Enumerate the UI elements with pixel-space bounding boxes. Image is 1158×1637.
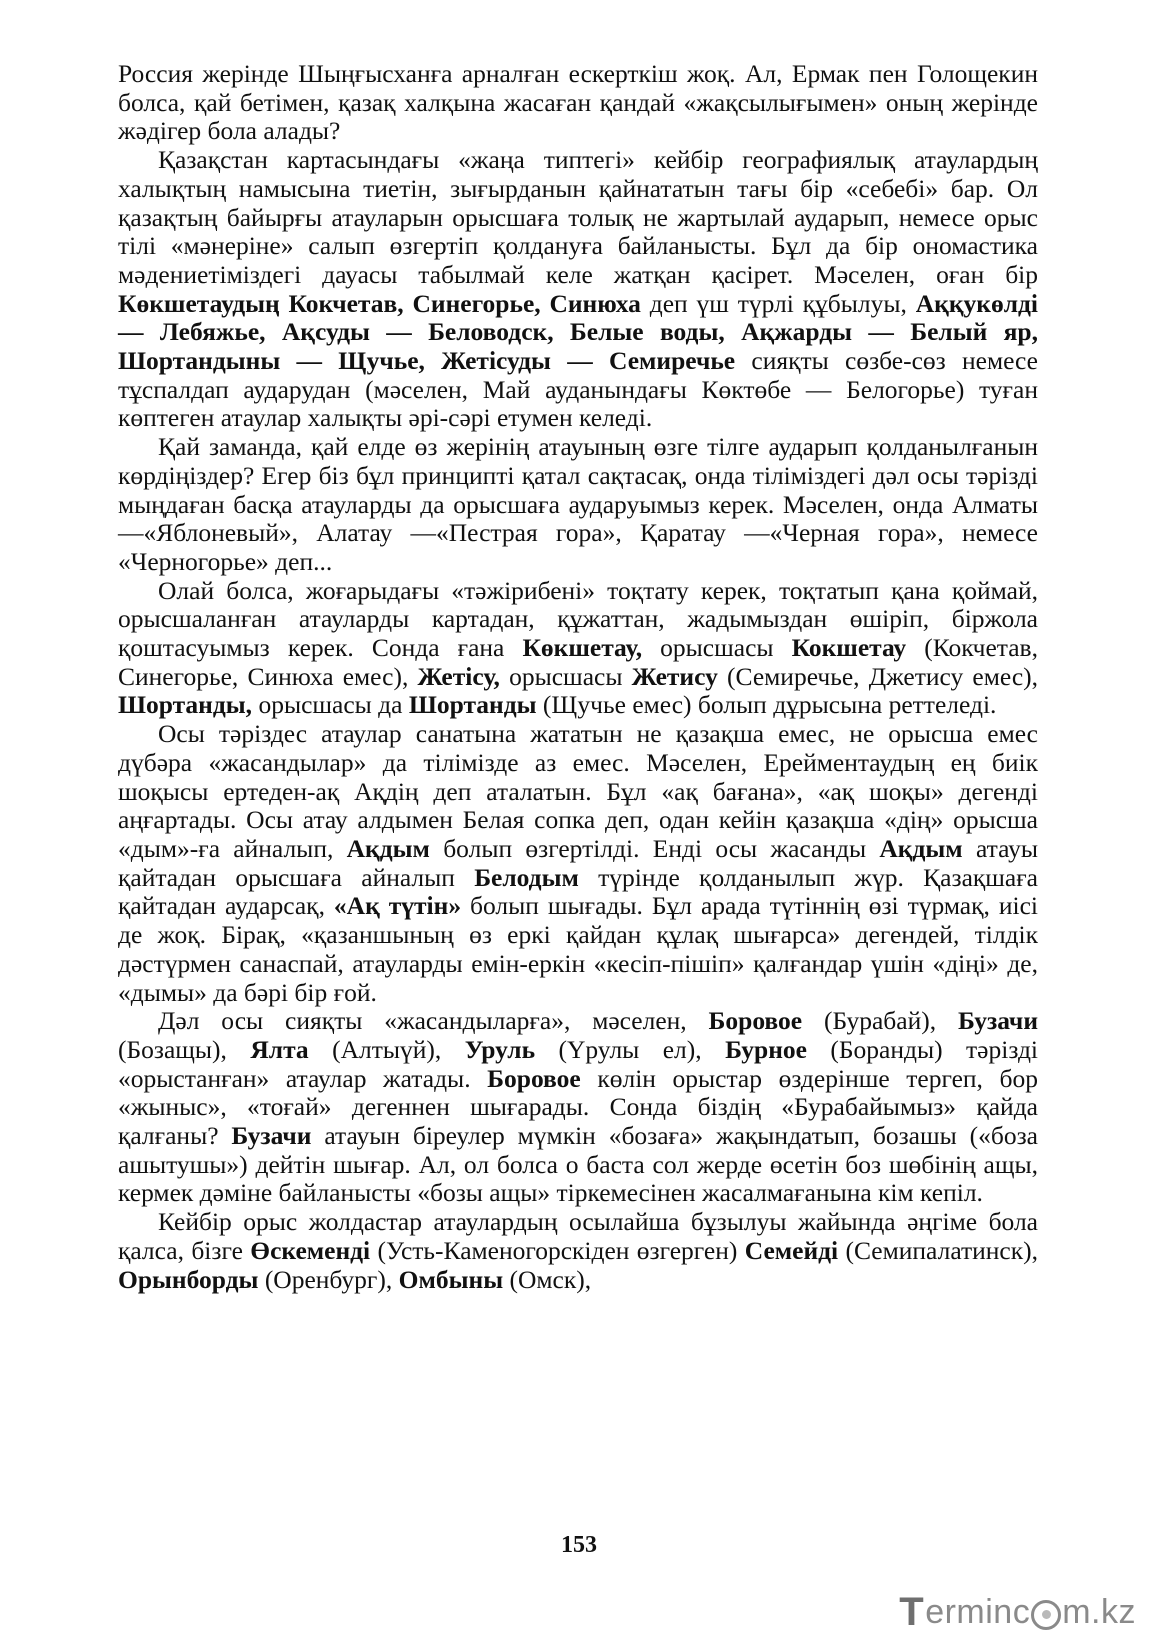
bold-term: Жетису bbox=[631, 661, 718, 691]
bold-term: Уруль bbox=[464, 1034, 536, 1064]
bold-term: Жетісу, bbox=[417, 661, 500, 691]
watermark-letter: T bbox=[899, 1590, 925, 1634]
watermark-o-icon bbox=[1031, 1600, 1061, 1630]
site-watermark-logo bbox=[899, 1590, 1136, 1635]
text-run: болып өзгертілді. Енді осы жасанды bbox=[429, 833, 880, 863]
text-run: сияқты сөзбе-сөз немесе тұспалдап аударудан (мәселен, Май ауданындағы Көктөбе — Белогорье) туған көптеген атаулар халықты әрі-сәрі етумен келеді. bbox=[118, 346, 1038, 433]
bold-term: Белодым bbox=[474, 862, 579, 892]
bold-term: Кокшетау bbox=[791, 633, 907, 663]
watermark-domain: m.kz bbox=[1062, 1593, 1136, 1631]
paragraph bbox=[118, 577, 1038, 721]
bold-term: Көкшетаудың Кокчетав, Синегорье, Синюха bbox=[118, 288, 641, 318]
bold-term: Семейді bbox=[744, 1235, 839, 1265]
text-run: Олай болса, жоғарыдағы «тәжірибені» тоқтату керек, тоқтатып қана қоймай, орысшаланған атауларды картадан, құжаттан, жадымыздан өшіріп, біржола қоштасуымыз керек. Сонда ғана bbox=[118, 575, 1038, 663]
watermark-text: erminc bbox=[925, 1593, 1031, 1631]
text-run: деп үш түрлі құбылуы, bbox=[640, 288, 916, 318]
bold-term: Боровое bbox=[708, 1006, 803, 1036]
text-run: Россия жерінде Шыңғысханға арналған ескерткіш жоқ. Ал, Ермак пен Голощекин болса, қай бетімен, қазақ халқына жасаған қандай «жақсылығымен» оның жерінде жәдігер бола алады? bbox=[118, 59, 1038, 146]
text-run: (Үрулы ел), bbox=[535, 1034, 726, 1064]
bold-term: Ақдым bbox=[346, 833, 430, 863]
bold-term: Омбыны bbox=[398, 1264, 504, 1294]
paragraph bbox=[118, 720, 1038, 1007]
text-run: көлін орыстар өздерінше тергеп, бор «жыныс», «тоғай» дегеннен шығарады. Сонда біздің «Бурабайымыз» қайда қалғаны? bbox=[118, 1063, 1038, 1151]
text-run: (Бурабай), bbox=[802, 1006, 958, 1036]
text-run: (Бозащы), bbox=[118, 1034, 251, 1064]
bold-term: Бурное bbox=[725, 1034, 807, 1064]
bold-term: Орынборды bbox=[118, 1264, 259, 1294]
paragraph bbox=[118, 60, 1038, 146]
bold-term: Ақдым bbox=[879, 833, 963, 863]
bold-term: Бузачи bbox=[231, 1121, 312, 1151]
text-run: (Кокчетав, Синегорье, Синюха емес), bbox=[118, 633, 1038, 691]
text-run: Кейбір орыс жолдастар атаулардың осылайша бұзылуы жайында әңгіме бола қалса, бізге bbox=[118, 1207, 1038, 1265]
paragraph bbox=[118, 1208, 1038, 1294]
text-run: (Боранды) тәрізді «орыстанған» атаулар жатады. bbox=[118, 1034, 1039, 1093]
bold-term: Бузачи bbox=[957, 1006, 1039, 1036]
text-run: атауын біреулер мүмкін «бозаға» жақындатып, бозашы («боза ашытушы») дейтін шығар. Ал, ол болса о баста сол жерде өсетін боз шөбінің ащы, кермек дәміне байланысты «бозы ащы» тіркемесінен жасалмағанына кім кепіл. bbox=[118, 1121, 1038, 1208]
page-body bbox=[118, 60, 1038, 1294]
text-run: Қазақстан картасындағы «жаңа типтегі» кейбір географиялық атаулардың халықтың намысына тиетін, зығырданын қайнататын тағы бір «себебі» бар. Ол қазақтың байырғы атауларын орысшаға толық не жартылай аударып, немесе орыс тілі «мәнеріне» салып өзгертіп қолдануға байланысты. Бұл да бір ономастика мәдениетіміздегі дауасы табылмай келе жатқан қасірет. Мәселен, оған бір bbox=[118, 145, 1038, 289]
bold-term: Аққукөлді — Лебяжье, Ақсуды — Беловодск, Белые воды, Ақжарды — Белый яр, Шортандыны — Щучье, Жетісуды — Семиречье bbox=[118, 288, 1039, 376]
bold-term: Ялта bbox=[250, 1034, 309, 1064]
text-run: Қай заманда, қай елде өз жерінің атауының өзге тілге аударып қолданылғанын көрдіңіздер? Егер біз бұл принципті қатал сақтасақ, онда тіліміздегі дәл осы тәрізді мыңдаған басқа атауларды да орысшаға аударуымыз керек. Мәселен, онда Алматы —«Яблоневый», Алатау —«Пестрая гора», Қаратау —«Черная гора», немесе «Черногорье» деп... bbox=[118, 432, 1038, 576]
text-run: (Семиречье, Джетису емес), bbox=[717, 661, 1039, 691]
text-run: орысшасы да bbox=[252, 690, 409, 720]
text-run: Осы тәріздес атаулар санатына жататын не қазақша емес, не орысша емес дүбәра «жасандылар» да тілімізде аз емес. Мәселен, Ерейментаудың ең биік шоқысы ертеден-ақ Ақдің деп аталатын. Бұл «ақ бағана», «ақ шоқы» дегенді аңғартады. Осы атау алдымен Белая сопка деп, одан кейін қазақша «дің» орысша «дым»-ға айналып, bbox=[118, 719, 1038, 863]
text-run: (Омск), bbox=[503, 1264, 592, 1294]
text-run: Дәл осы сияқты «жасандыларға», мәселен, bbox=[158, 1006, 709, 1036]
page-number: 153 bbox=[561, 1532, 597, 1558]
text-run: (Щучье емес) болып дұрысына реттеледі. bbox=[536, 690, 997, 720]
paragraph bbox=[118, 433, 1038, 577]
paragraph bbox=[118, 1007, 1038, 1208]
bold-term: «Ақ түтін» bbox=[333, 891, 462, 921]
text-run: (Алтыүй), bbox=[308, 1034, 465, 1064]
text-run: орысшасы bbox=[499, 661, 632, 691]
text-run: (Оренбург), bbox=[258, 1264, 399, 1294]
text-run: (Усть-Каменогорскіден өзгерген) bbox=[370, 1235, 745, 1265]
text-run: атауы қайтадан орысшаға айналып bbox=[118, 833, 1038, 892]
bold-term: Боровое bbox=[487, 1063, 581, 1093]
bold-term: Шортанды bbox=[408, 690, 537, 720]
text-run: болып шығады. Бұл арада түтіннің өзі түрмақ, иісі де жоқ. Бірақ, «қазаншының өз еркі қайдан құлақ шығарса» дегендей, тілдік дәстүрмен санаспай, атауларды емін-еркін «кесіп-пішіп» қалғандар үшін «діңі» де, «дымы» да бәрі бір ғой. bbox=[118, 891, 1038, 1007]
bold-term: Шортанды, bbox=[118, 690, 253, 720]
bold-term: Көкшетау, bbox=[522, 633, 643, 663]
text-run: түрінде қолданылып жүр. Қазақшаға қайтадан аударсақ, bbox=[118, 862, 1039, 921]
text-run: орысшасы bbox=[642, 633, 792, 663]
text-run: (Семипалатинск), bbox=[838, 1235, 1038, 1265]
paragraph bbox=[118, 146, 1038, 433]
bold-term: Өскеменді bbox=[250, 1235, 371, 1265]
